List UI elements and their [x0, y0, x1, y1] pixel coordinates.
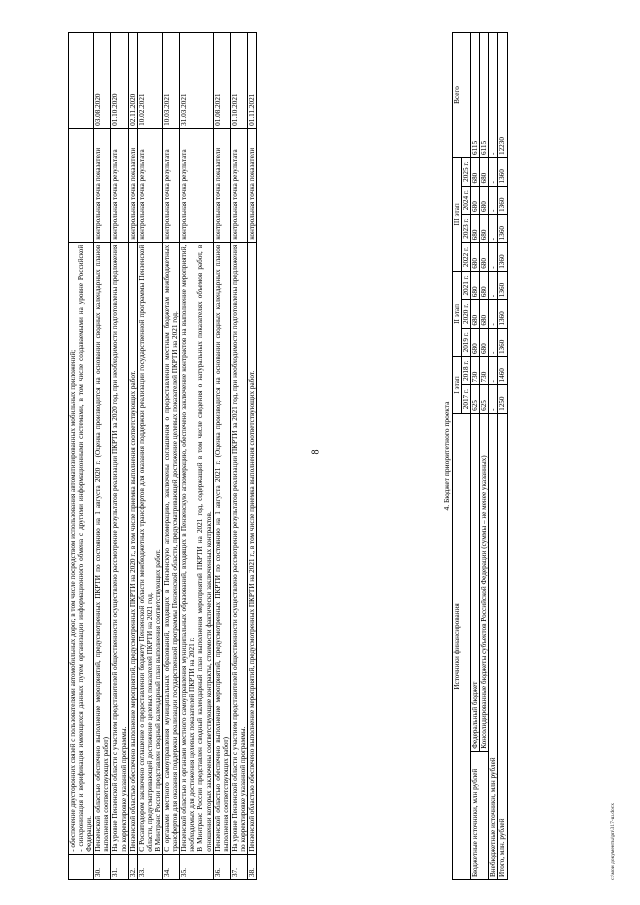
value-cell: 1360 — [498, 243, 507, 271]
total-cell: 12230 — [498, 33, 507, 158]
row-date: 02.11.2020 — [128, 33, 137, 129]
row-date: 01.11.2021 — [247, 33, 256, 129]
value-cell: - — [489, 186, 498, 214]
value-cell: 680 — [471, 158, 480, 187]
row-text: Пензенской областью обеспечено выполнение мероприятий, предусмотренных ПКРТИ на 2021 г., в том числе приемка выполнения соответствующих работ. — [247, 242, 256, 854]
table-row — [489, 33, 498, 880]
budget-title: 4. Бюджет приоритетного проекта — [442, 401, 451, 511]
row-number: 35. — [180, 854, 213, 879]
row-kind: контрольная точка результата — [180, 128, 213, 242]
row-date: 31.03.2021 — [180, 33, 213, 129]
value-cell: 680 — [480, 158, 489, 187]
value-cell: 680 — [480, 300, 489, 328]
table-row — [453, 33, 462, 880]
row-label: Консолидированные бюджеты субъектов Российской Федерации (суммы – не менее указанных) — [480, 413, 489, 751]
header-total: Всего — [453, 33, 471, 158]
header-stage1: I этап — [453, 357, 462, 414]
value-cell: - — [489, 300, 498, 328]
value-cell: 680 — [471, 186, 480, 214]
page-number: 8 — [310, 449, 322, 455]
budget-rows — [471, 33, 507, 880]
total-cell: 6115 — [480, 33, 489, 158]
row-text: Пензенской областью обеспечено выполнение мероприятий, предусмотренных ПКРТИ на 2020 г., в том числе приемка выполнения соответствующих работ. — [128, 242, 137, 854]
row-kind: контрольная точка показатели — [94, 128, 111, 242]
value-cell: - — [489, 357, 498, 385]
row-date: 10.02.2021 — [137, 33, 162, 129]
header-year: 2023 г. — [462, 214, 471, 242]
header-stage2: II этап — [453, 271, 462, 356]
value-cell: 625 — [471, 385, 480, 413]
row-number: 30. — [94, 854, 111, 879]
value-cell: 680 — [471, 271, 480, 299]
value-cell: 1360 — [498, 271, 507, 299]
row-kind: контрольная точка результата — [111, 128, 128, 242]
row-date: 10.03.2021 — [163, 33, 180, 129]
value-cell: 625 — [480, 385, 489, 413]
budget-table — [452, 32, 508, 880]
row-text: Пензенской областью и органами местного самоуправления муниципальных образований, входящих в Пензенскую агломерацию, обеспечено заключение контрактов на выполнение мероприятий, необходимых для достижения целевых показателей ПКРТИ на 2021 г. В Минтранс России представлен сводный календарный план выполнения мероприятий ПКРТИ на 2021 год, содержащий в том числе сведения о натуральных показателях объемов работ, в отношении которых заключены соответствующие контракты, стоимости фактически заключенных контрактов. — [180, 242, 213, 854]
value-cell: - — [489, 328, 498, 356]
row-text: - обеспечение двусторонних связей с пользователями автомобильных дорог, в том числе посредством использования автоматизированных мобильных приложений; - синхронизация и верификация имеющихся данных путем организации информационного обмена с другими информационными системами, в том числе создаваемыми на уровне Российской Федерации. — [69, 242, 94, 854]
table-row — [128, 33, 137, 880]
group-label: Бюджетные источники, млн рублей — [471, 751, 489, 879]
row-label: Внебюджетные источники, млн рублей — [489, 413, 498, 879]
value-cell: 680 — [471, 300, 480, 328]
row-number: 36. — [213, 854, 230, 879]
table-row — [471, 33, 480, 880]
row-number: 33. — [137, 854, 162, 879]
value-cell: - — [489, 271, 498, 299]
row-date: 01.08.2021 — [213, 33, 230, 129]
value-cell: 1360 — [498, 300, 507, 328]
value-cell: 680 — [471, 328, 480, 356]
value-cell: 680 — [480, 243, 489, 271]
row-date: 01.10.2020 — [111, 33, 128, 129]
row-number: 31. — [111, 854, 128, 879]
table-row — [230, 33, 247, 880]
row-kind: контрольная точка показатели — [213, 128, 230, 242]
value-cell: 680 — [480, 214, 489, 242]
row-text: Пензенской областью обеспечено выполнение мероприятий, предусмотренных ПКРТИ по состоянию на 1 августа 2021 г. (Оценка производится на основании сводных календарных планов выполнения соответствующих работ) — [213, 242, 230, 854]
table-row — [180, 33, 213, 880]
row-text: С органами местного самоуправления муниципальных образований, входящих в Пензенскую агломерацию, заключены соглашения о предоставлении местным бюджетам межбюджетных трансфертов для оказания поддержки реализации государственной программы Пензенской области, предусматривающей достижение целевых показателей ПКРТИ на 2021 год. — [163, 242, 180, 854]
actions-table — [68, 32, 257, 880]
row-date: 03.08.2020 — [94, 33, 111, 129]
value-cell: 680 — [471, 243, 480, 271]
total-cell: 6115 — [471, 33, 480, 158]
action-rows — [94, 33, 257, 880]
row-kind: контрольная точка показатели — [247, 128, 256, 242]
total-cell: - — [489, 33, 498, 158]
value-cell: - — [489, 243, 498, 271]
row-text: На уровне Пензенской области с участием представителей общественности осуществлено рассмотрение результатов реализации ПКРТИ за 2021 год, при необходимости подготовлены предложения по корректировке указанной программы. — [230, 242, 247, 854]
value-cell: 730 — [471, 357, 480, 385]
table-row — [137, 33, 162, 880]
row-text: С Росавтодором заключено соглашение о предоставлении бюджету Пензенской области межбюджетных трансфертов для оказания поддержки реализации государственной программы Пензенской области, предусматривающей достижение целевых показателей ПКРТИ на 2021 год. В Минтранс России представлен сводный календарный план выполнения соответствующих работ. — [137, 242, 162, 854]
row-number: 38. — [247, 854, 256, 879]
row-kind: контрольная точка результата — [137, 128, 162, 242]
table-row — [111, 33, 128, 880]
value-cell: 680 — [480, 328, 489, 356]
value-cell: - — [489, 214, 498, 242]
row-number: 34. — [163, 854, 180, 879]
rotated-document — [50, 30, 630, 880]
row-kind: контрольная точка показатели — [128, 128, 137, 242]
value-cell: 1360 — [498, 158, 507, 187]
header-year: 2025 г. — [462, 158, 471, 187]
header-year: 2024 г. — [462, 186, 471, 214]
header-year: 2018 г. — [462, 357, 471, 385]
row-date: 01.10.2021 — [230, 33, 247, 129]
header-year: 2020 г. — [462, 300, 471, 328]
row-number: 32. — [128, 854, 137, 879]
value-cell: 730 — [480, 357, 489, 385]
header-year: 2017 г. — [462, 385, 471, 413]
row-kind — [69, 128, 94, 242]
row-number — [69, 854, 94, 879]
value-cell: 680 — [471, 214, 480, 242]
header-source: Источники финансирования — [453, 413, 471, 879]
table-row — [247, 33, 256, 880]
row-kind: контрольная точка результата — [163, 128, 180, 242]
table-row — [213, 33, 230, 880]
row-date — [69, 33, 94, 129]
header-year: 2022 г. — [462, 243, 471, 271]
row-label: Итого, млн. рублей — [498, 413, 507, 879]
footer-path: c:\мои документы\рп\317-ш.docx — [610, 803, 616, 880]
value-cell: 1360 — [498, 186, 507, 214]
value-cell: 1460 — [498, 357, 507, 385]
value-cell: 680 — [480, 271, 489, 299]
value-cell: 1250 — [498, 385, 507, 413]
value-cell: 1360 — [498, 328, 507, 356]
table-row — [94, 33, 111, 880]
header-stage3: III этап — [453, 158, 462, 272]
value-cell: 680 — [480, 186, 489, 214]
row-label: Федеральный бюджет — [471, 413, 480, 751]
row-text: На уровне Пензенской области с участием представителей общественности осуществлено рассмотрение результатов реализации ПКРТИ за 2020 год, при необходимости подготовлены предложения по корректировке указанной программы. — [111, 242, 128, 854]
header-year: 2019 г. — [462, 328, 471, 356]
row-kind: контрольная точка результата — [230, 128, 247, 242]
header-year: 2021 г. — [462, 271, 471, 299]
table-row — [69, 33, 94, 880]
value-cell: - — [489, 385, 498, 413]
table-row — [498, 33, 507, 880]
table-row — [163, 33, 180, 880]
row-text: Пензенской областью обеспечено выполнение мероприятий, предусмотренных ПКРТИ по состоянию на 1 августа 2020 г. (Оценка производится на основании сводных календарных планов выполнения соответствующих работ) — [94, 242, 111, 854]
row-number: 37. — [230, 854, 247, 879]
value-cell: - — [489, 158, 498, 187]
value-cell: 1360 — [498, 214, 507, 242]
